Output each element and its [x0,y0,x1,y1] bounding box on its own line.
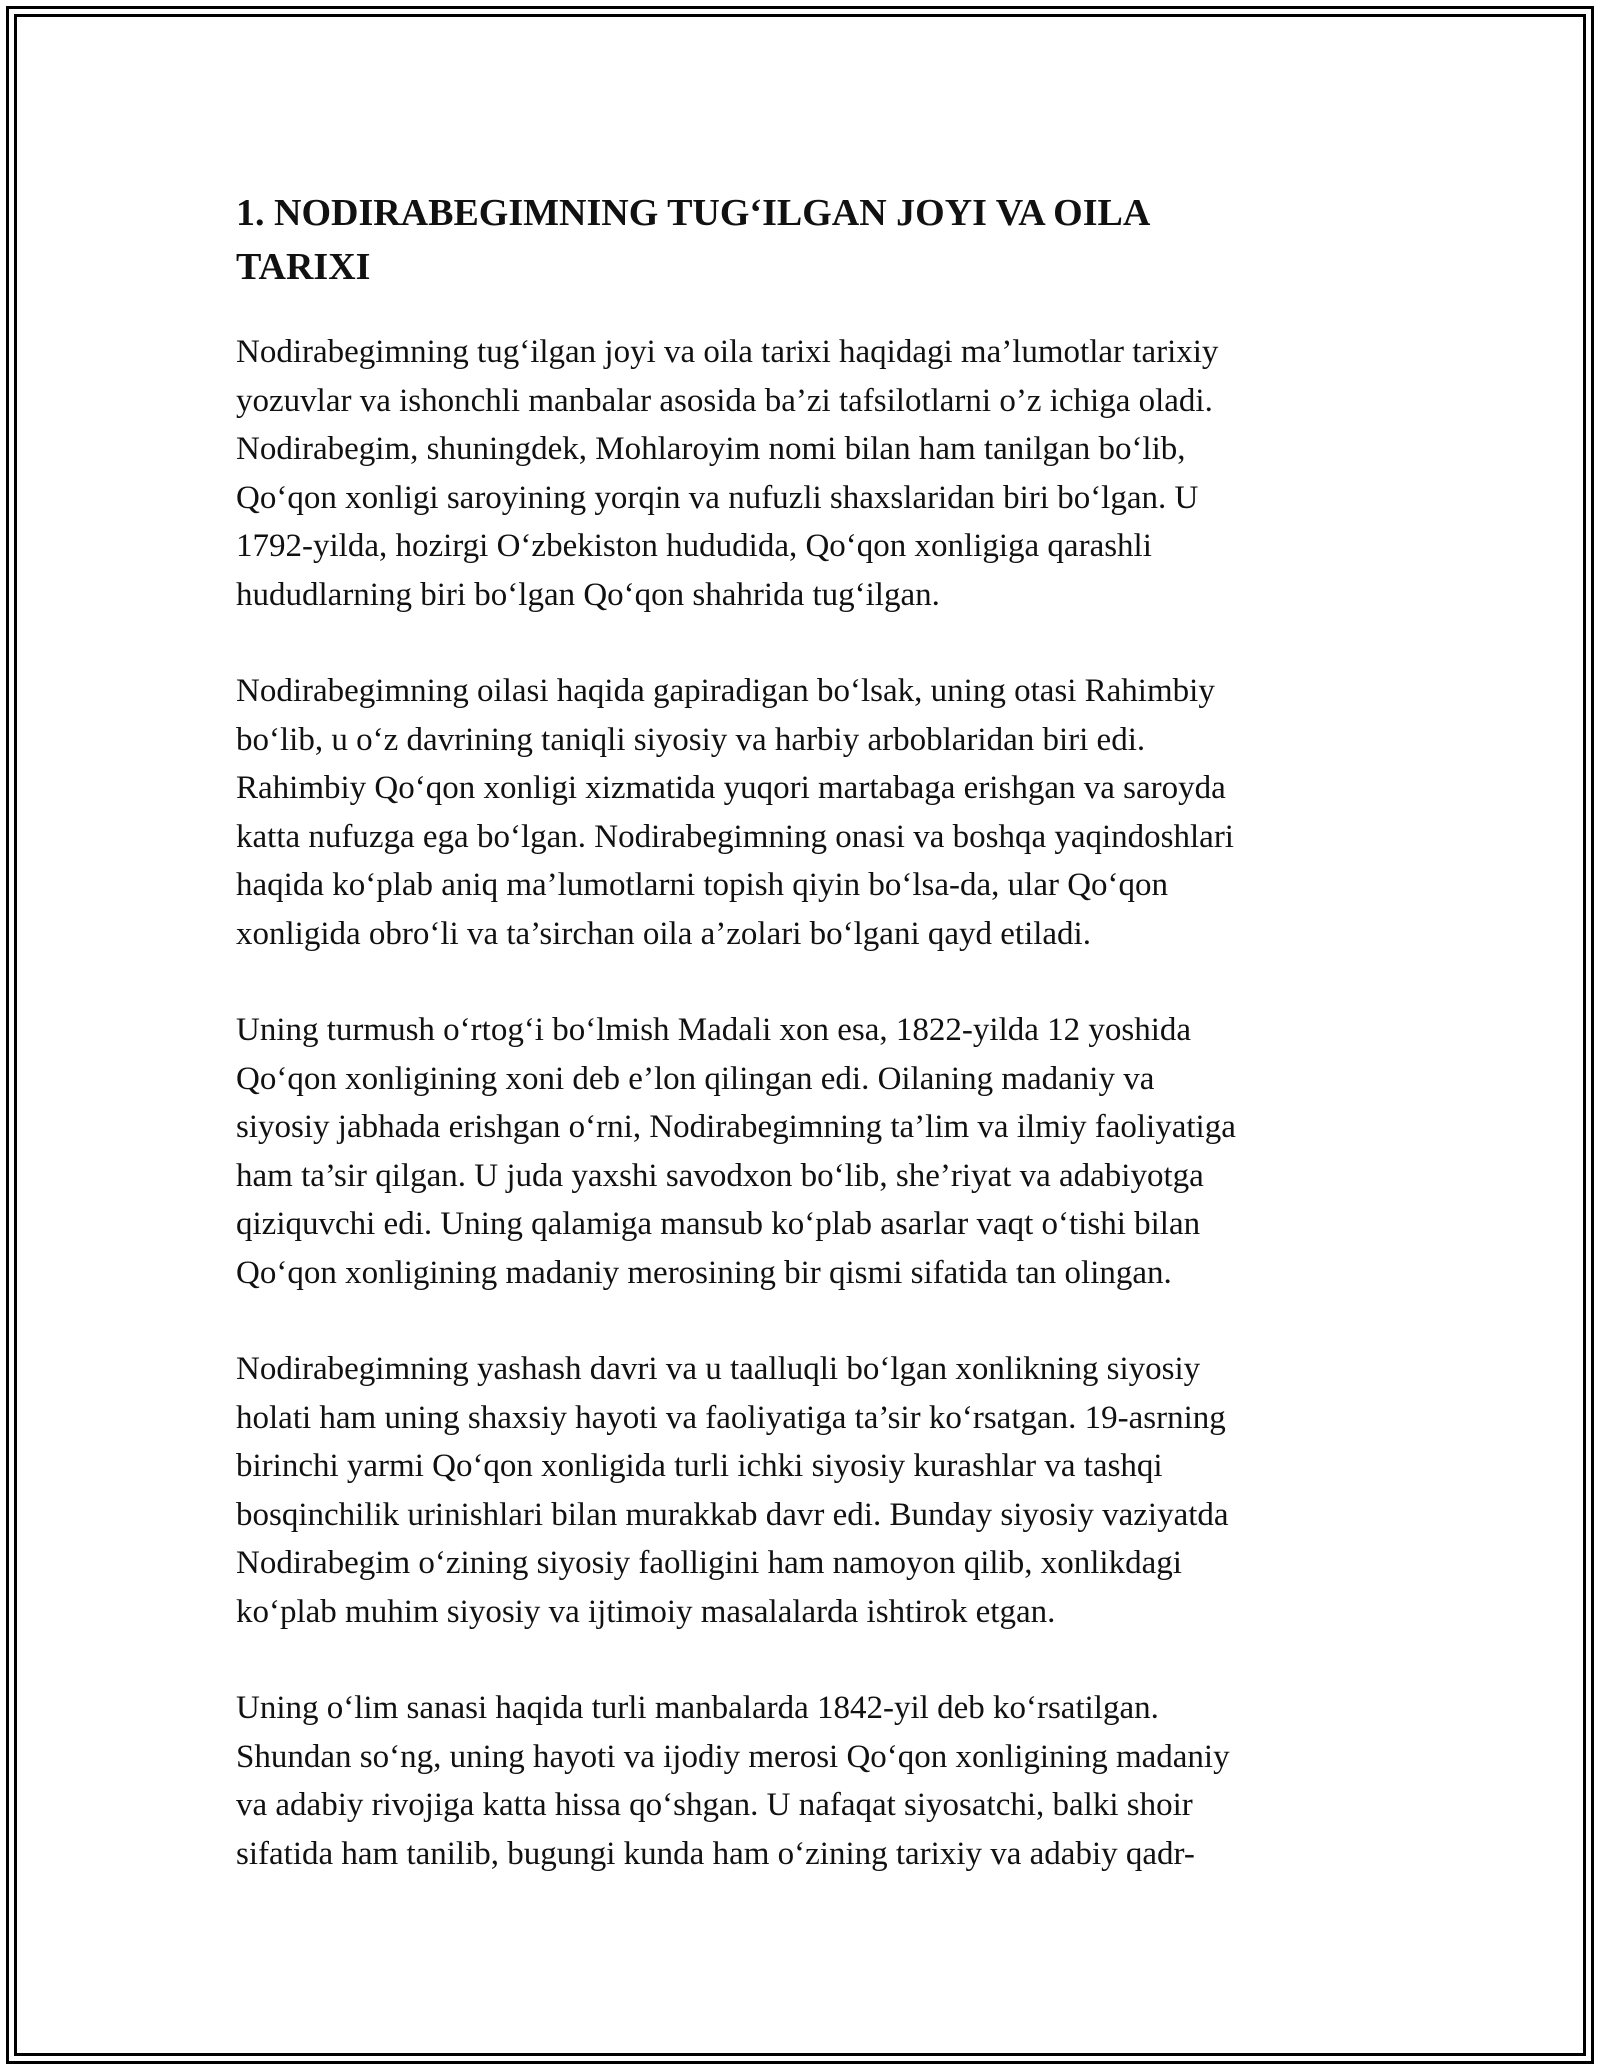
text-line: hududlarning biri bo‘lgan Qo‘qon shahrida tug‘ilgan. [236,576,940,613]
section-heading [236,186,1366,294]
heading-line-2: TARIXI [236,246,371,288]
text-line: Nodirabegimning tug‘ilgan joyi va oila tarixi haqidagi ma’lumotlar tarixiy [236,334,1219,370]
text-line: ko‘plab muhim siyosiy va ijtimoiy masalalarda ishtirok etgan. [236,1593,1056,1630]
text-line: Shundan so‘ng, uning hayoti va ijodiy merosi Qo‘qon xonligining madaniy [236,1738,1230,1775]
text-line: Nodirabegim, shuningdek, Mohlaroyim nomi bilan ham tanilgan bo‘lib, [236,431,1186,467]
text-line: bo‘lib, u o‘z davrining taniqli siyosiy va harbiy arboblaridan biri edi. [236,721,1146,758]
text-line: sifatida ham tanilib, bugungi kunda ham o‘zining tarixiy va adabiy qadr- [236,1835,1195,1872]
text-line: haqida ko‘plab aniq ma’lumotlarni topish qiyin bo‘lsa-da, ular Qo‘qon [236,867,1169,903]
text-line: Qo‘qon xonligi saroyining yorqin va nufuzli shaxslaridan biri bo‘lgan. U [236,479,1199,516]
text-line: birinchi yarmi Qo‘qon xonligida turli ichki siyosiy kurashlar va tashqi [236,1448,1163,1484]
text-line: Nodirabegimning oilasi haqida gapiradigan bo‘lsak, uning otasi Rahimbiy [236,673,1215,709]
text-line: Qo‘qon xonligining madaniy merosining bir qismi sifatida tan olingan. [236,1254,1172,1291]
text-line: va adabiy rivojiga katta hissa qo‘shgan. U nafaqat siyosatchi, balki shoir [236,1787,1193,1823]
text-line: yozuvlar va ishonchli manbalar asosida ba’zi tafsilotlarni o’z ichiga oladi. [236,382,1213,419]
paragraph-3 [236,1006,1366,1297]
paragraph-4 [236,1345,1366,1636]
text-line: siyosiy jabhada erishgan o‘rni, Nodirabegimning ta’lim va ilmiy faoliyatiga [236,1109,1236,1145]
text-line: Uning o‘lim sanasi haqida turli manbalarda 1842-yil deb ko‘rsatilgan. [236,1690,1159,1726]
paragraph-5 [236,1684,1366,1878]
text-line: qiziquvchi edi. Uning qalamiga mansub ko‘plab asarlar vaqt o‘tishi bilan [236,1206,1201,1242]
paragraph-1 [236,328,1366,619]
text-line: Nodirabegim o‘zining siyosiy faolligini ham namoyon qilib, xonlikdagi [236,1545,1182,1581]
text-line: xonligida obro‘li va ta’sirchan oila a’zolari bo‘lgani qayd etiladi. [236,915,1091,952]
text-line: ham ta’sir qilgan. U juda yaxshi savodxon bo‘lib, she’riyat va adabiyotga [236,1157,1204,1194]
text-line: katta nufuzga ega bo‘lgan. Nodirabegimning onasi va boshqa yaqindoshlari [236,818,1234,855]
paragraph-2 [236,667,1366,958]
text-line: Qo‘qon xonligining xoni deb e’lon qilingan edi. Oilaning madaniy va [236,1060,1155,1097]
text-line: Nodirabegimning yashash davri va u taalluqli bo‘lgan xonlikning siyosiy [236,1351,1201,1387]
document-body [236,186,1366,1926]
text-line: holati ham uning shaxsiy hayoti va faoliyatiga ta’sir ko‘rsatgan. 19-asrning [236,1399,1226,1436]
heading-line-1: 1. NODIRABEGIMNING TUG‘ILGAN JOYI VA OILA [236,192,1151,234]
text-line: bosqinchilik urinishlari bilan murakkab davr edi. Bunday siyosiy vaziyatda [236,1496,1229,1533]
text-line: Rahimbiy Qo‘qon xonligi xizmatida yuqori martabaga erishgan va saroyda [236,770,1226,806]
text-line: 1792-yilda, hozirgi O‘zbekiston hududida, Qo‘qon xonligiga qarashli [236,528,1152,564]
text-line: Uning turmush o‘rtog‘i bo‘lmish Madali xon esa, 1822-yilda 12 yoshida [236,1012,1192,1048]
